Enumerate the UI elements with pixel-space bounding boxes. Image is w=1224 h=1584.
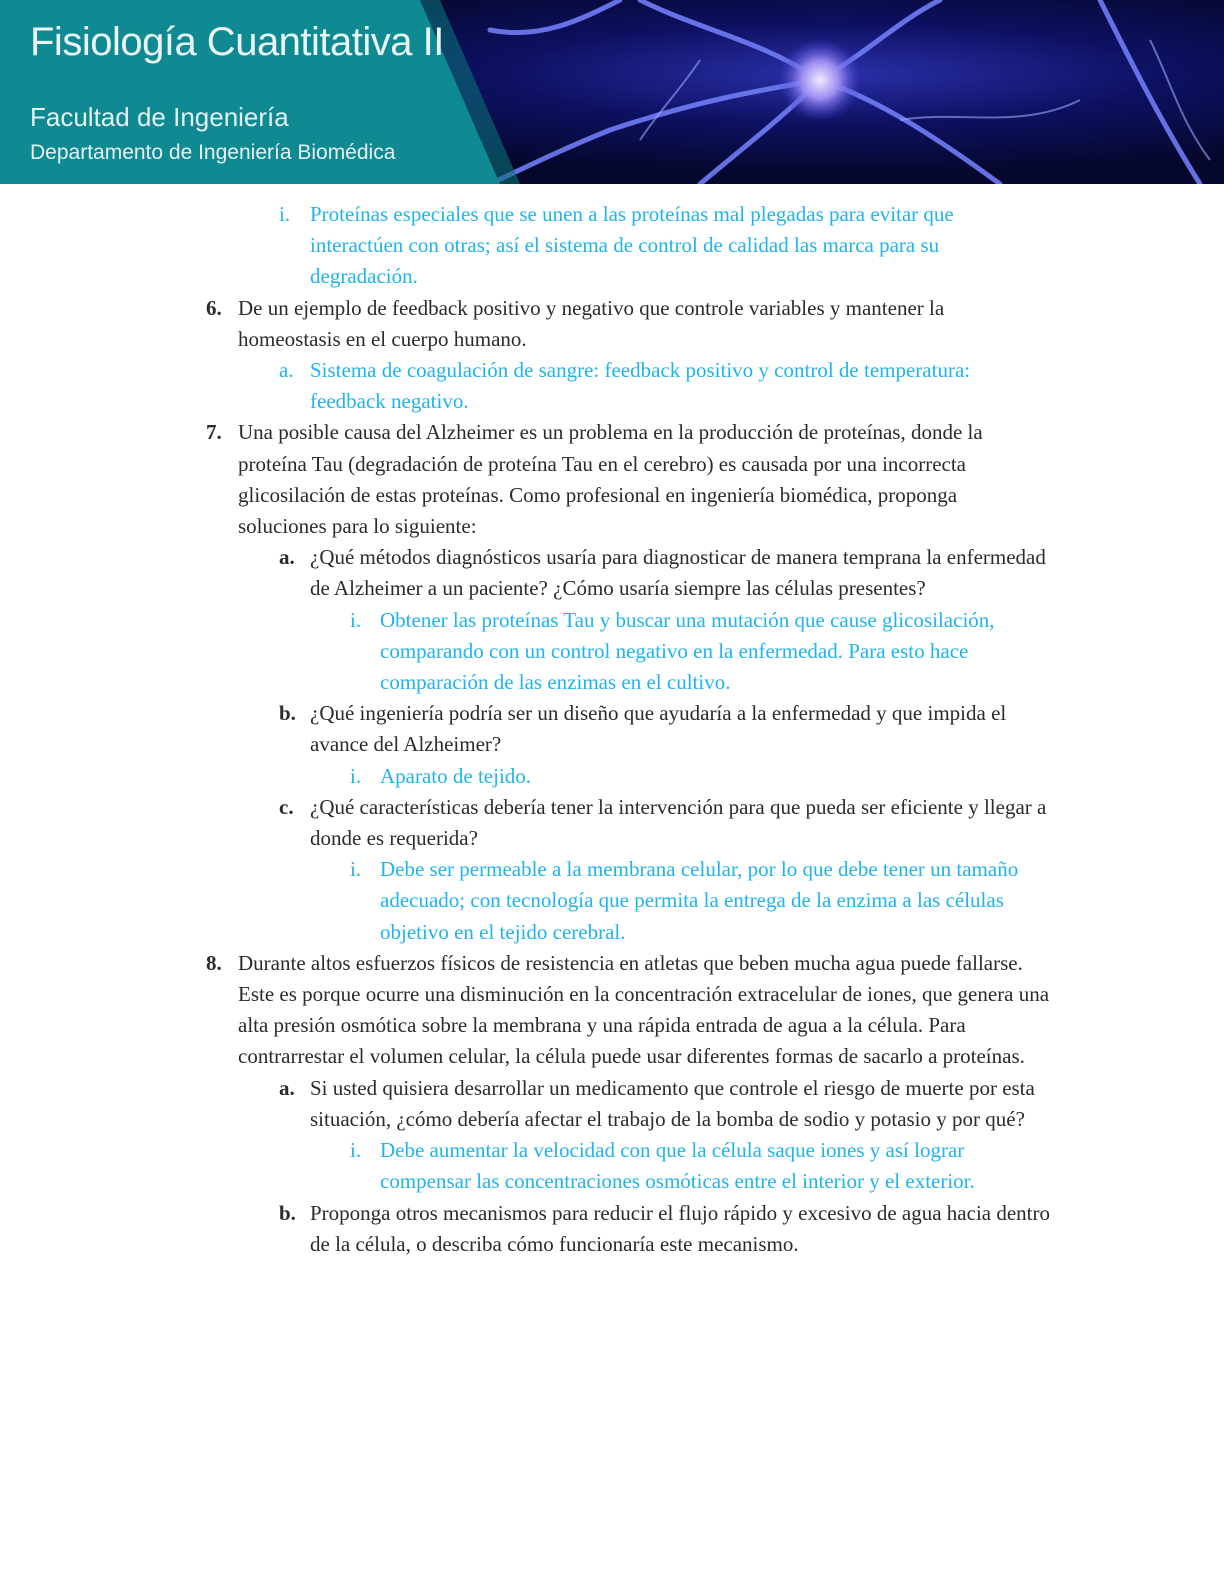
list-marker: 7. <box>206 420 222 445</box>
question-text: ¿Qué ingeniería podría ser un diseño que ayudaría a la enfermedad y que impida el avance del Alzheimer? <box>310 701 1007 757</box>
list-item <box>200 1135 1050 1197</box>
list-item <box>200 792 1050 854</box>
question-text: De un ejemplo de feedback positivo y negativo que controle variables y mantener la homeostasis en el cuerpo humano. <box>238 295 945 351</box>
question-text: Una posible causa del Alzheimer es un problema en la producción de proteínas, donde la proteína Tau (degradación de proteína Tau en el cerebro) es causada por una incorrecta glicosilación de estas proteínas. Como profesional en ingeniería biomédica, proponga soluciones para lo siguiente: <box>238 420 983 539</box>
list-item <box>200 698 1050 760</box>
list-marker: 8. <box>206 950 222 975</box>
list-marker: i. <box>350 763 362 788</box>
list-marker: i. <box>350 1138 362 1163</box>
list-marker: a. <box>279 1075 295 1100</box>
list-item <box>200 417 1050 542</box>
question-text: Si usted quisiera desarrollar un medicamento que controle el riesgo de muerte por esta situación, ¿cómo debería afectar el trabajo de la bomba de sodio y potasio y por qué? <box>310 1075 1035 1131</box>
list-item <box>200 854 1050 948</box>
list-item <box>200 761 1050 792</box>
list-marker: b. <box>279 701 296 726</box>
list-marker: a. <box>279 545 295 570</box>
list-marker: b. <box>279 1200 296 1225</box>
answer-text: Aparato de tejido. <box>380 763 532 788</box>
header-banner <box>0 0 1224 184</box>
list-item <box>200 1198 1050 1260</box>
question-text: Durante altos esfuerzos físicos de resistencia en atletas que beben mucha agua puede fallarse. Este es porque ocurre una disminución en la concentración extracelular de iones, que genera una alta presión osmótica sobre la membrana y una rápida entrada de agua a la célula. Para contrarrestar el volumen celular, la célula puede usar diferentes formas de sacarlo a proteínas. <box>238 950 1050 1069</box>
list-marker: 6. <box>206 295 222 320</box>
answer-text: Sistema de coagulación de sangre: feedback positivo y control de temperatura: feedback negativo. <box>310 358 971 414</box>
list-item <box>200 293 1050 355</box>
answer-text: Proteínas especiales que se unen a las proteínas mal plegadas para evitar que interactúen con otras; así el sistema de control de calidad las marca para su degradación. <box>310 202 954 289</box>
list-item <box>200 605 1050 699</box>
list-marker: a. <box>279 358 294 383</box>
faculty-label: Facultad de Ingeniería <box>30 102 289 132</box>
question-text: Proponga otros mecanismos para reducir el flujo rápido y excesivo de agua hacia dentro de la célula, o describa cómo funcionaría este mecanismo. <box>310 1200 1050 1256</box>
answer-text: Debe ser permeable a la membrana celular, por lo que debe tener un tamaño adecuado; con tecnología que permita la entrega de la enzima a las células objetivo en el tejido cerebral. <box>380 857 1019 944</box>
list-marker: c. <box>279 794 294 819</box>
list-item <box>200 948 1050 1073</box>
list-item <box>200 355 1050 417</box>
list-marker: i. <box>350 607 362 632</box>
department-label: Departamento de Ingeniería Biomédica <box>30 141 396 164</box>
answer-text: Obtener las proteínas Tau y buscar una mutación que cause glicosilación, comparando con un control negativo en la enfermedad. Para esto hace comparación de las enzimas en el cultivo. <box>380 607 995 695</box>
answer-text: Debe aumentar la velocidad con que la célula saque iones y así lograr compensar las concentraciones osmóticas entre el interior y el exterior. <box>380 1138 975 1194</box>
list-item <box>200 199 1050 293</box>
question-text: ¿Qué métodos diagnósticos usaría para diagnosticar de manera temprana la enfermedad de Alzheimer a un paciente? ¿Cómo usaría siempre las células presentes? <box>310 545 1046 601</box>
course-title: Fisiología Cuantitativa II <box>30 20 444 64</box>
question-text: ¿Qué características debería tener la intervención para que pueda ser eficiente y llegar a donde es requerida? <box>310 794 1047 851</box>
list-item <box>200 1073 1050 1135</box>
list-marker: i. <box>279 202 291 226</box>
list-item <box>200 542 1050 604</box>
document-body <box>200 199 1050 1260</box>
list-marker: i. <box>350 857 362 882</box>
